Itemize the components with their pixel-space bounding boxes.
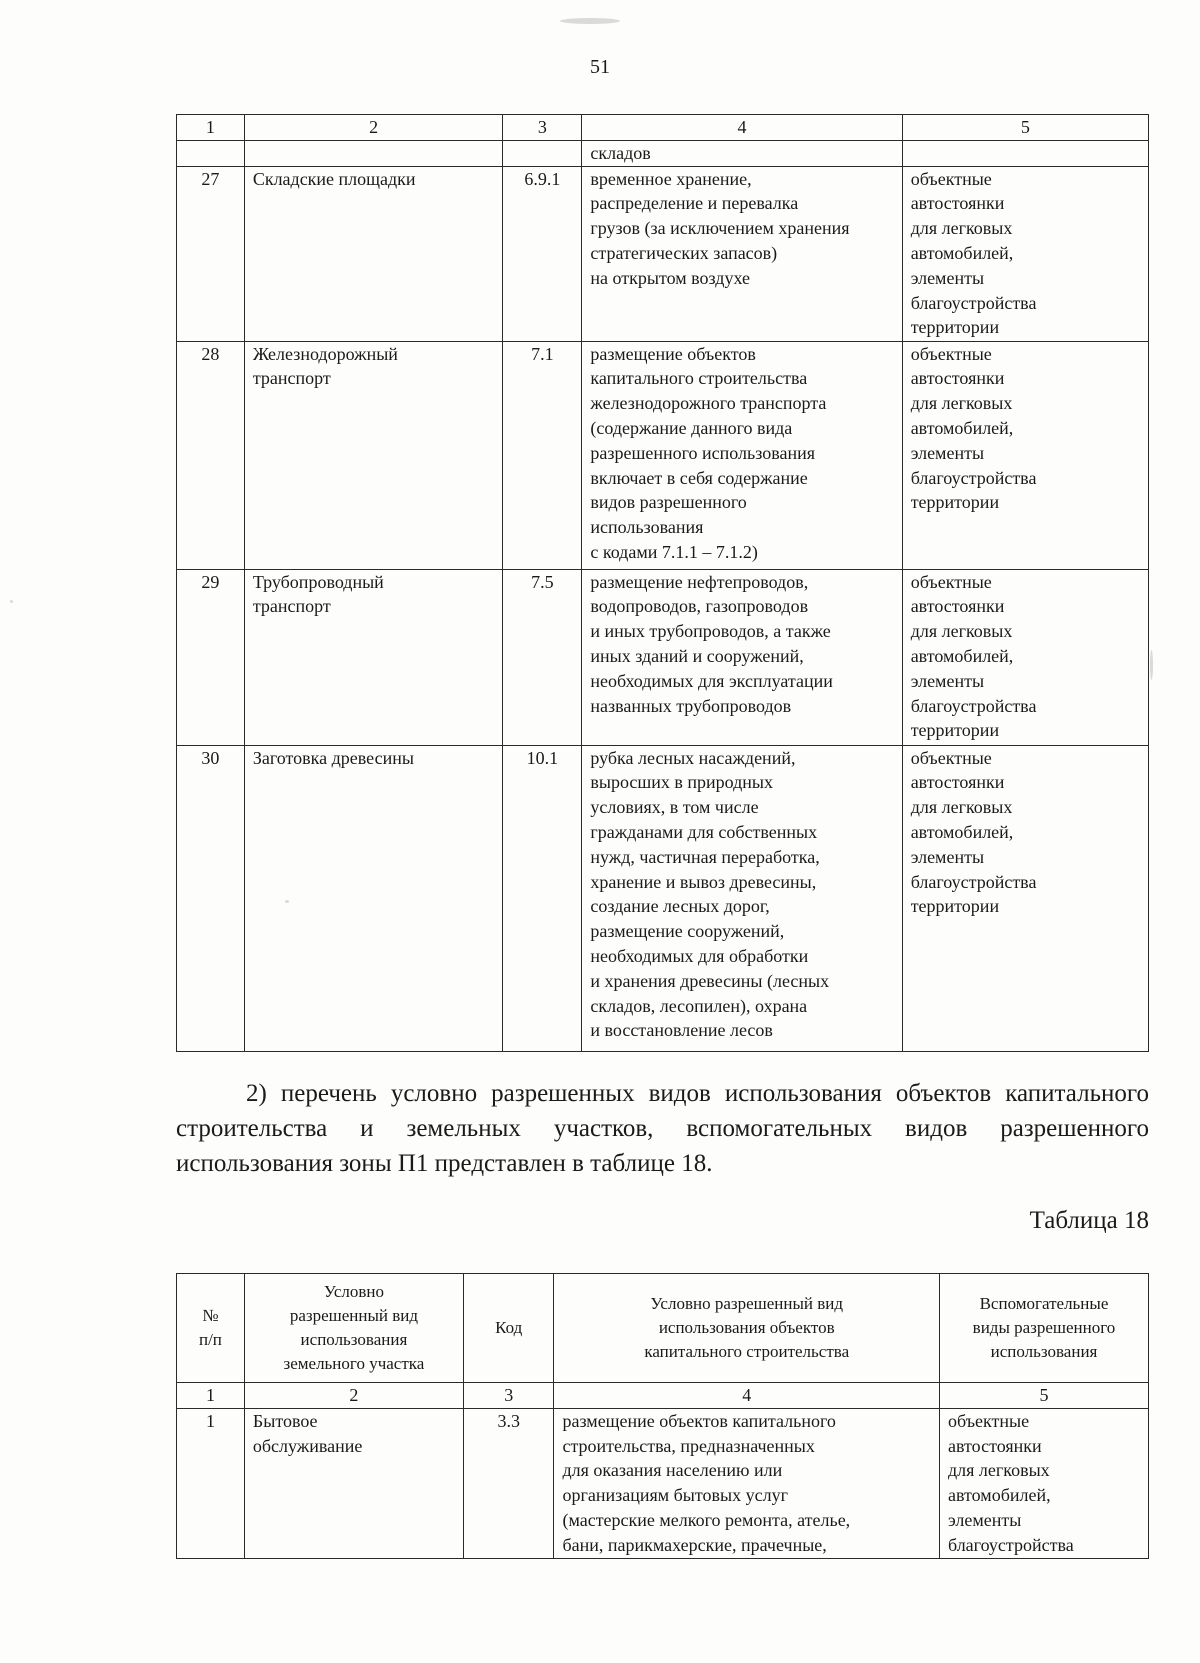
- column-number: 4: [582, 115, 902, 141]
- scan-speck: [560, 18, 620, 24]
- carry-over-text: складов: [582, 140, 902, 166]
- land-use-code: 10.1: [503, 745, 582, 1051]
- auxiliary-uses: объектные автостоянки для легковых автомобилей, элементы благоустройства территории: [902, 745, 1148, 1051]
- table-caption: Таблица 18: [1029, 1207, 1149, 1234]
- table-row: [177, 166, 1149, 341]
- table-row: [177, 745, 1149, 1051]
- column-number-row: [177, 115, 1149, 141]
- column-number: 3: [463, 1383, 554, 1409]
- land-use-description: размещение объектов капитального строительства, предназначенных для оказания населению или организациям бытовых услуг (мастерские мелкого ремонта, ателье, бани, парикмахерские, прачечные,: [554, 1408, 940, 1558]
- column-number: 2: [244, 115, 503, 141]
- column-header: Вспомогательные виды разрешенного использования: [939, 1274, 1148, 1383]
- column-number: 1: [177, 115, 245, 141]
- land-use-code: 3.3: [463, 1408, 554, 1558]
- land-use-description: рубка лесных насаждений, выросших в природных условиях, в том числе гражданами для собственных нужд, частичная переработка, хранение и вывоз древесины, создание лесных дорог, размещение сооружений, необходимых для обработки и хранения древесины (лесных складов, лесопилен), охрана и восстановление лесов: [582, 745, 902, 1051]
- body-paragraph: 2) перечень условно разрешенных видов использования объектов капитального строительства и земельных участков, вспомогательных видов разрешенного использования зоны П1 представлен в таблице 18.: [176, 1080, 1149, 1177]
- land-use-code: 7.5: [503, 569, 582, 745]
- table-row: [177, 1408, 1149, 1558]
- page-number: 51: [590, 56, 610, 78]
- row-number: 1: [177, 1408, 245, 1558]
- land-use-code: 7.1: [503, 341, 582, 569]
- land-use-description: размещение объектов капитального строительства железнодорожного транспорта (содержание данного вида разрешенного использования включает в себя содержание видов разрешенного использования с кодами 7.1.1 – 7.1.2): [582, 341, 902, 569]
- column-header: Код: [463, 1274, 554, 1383]
- carry-over-row: [177, 140, 1149, 166]
- auxiliary-uses: объектные автостоянки для легковых автомобилей, элементы благоустройства: [939, 1408, 1148, 1558]
- land-use-name: Бытовое обслуживание: [244, 1408, 463, 1558]
- column-number: 2: [244, 1383, 463, 1409]
- table-row: [177, 341, 1149, 569]
- land-use-name: Заготовка древесины: [244, 745, 503, 1051]
- column-number-row: [177, 1383, 1149, 1409]
- land-use-description: размещение нефтепроводов, водопроводов, газопроводов и иных трубопроводов, а также иных зданий и сооружений, необходимых для эксплуатации названных трубопроводов: [582, 569, 902, 745]
- land-use-name: Железнодорожный транспорт: [244, 341, 503, 569]
- conditional-use-table: [176, 1273, 1149, 1559]
- land-use-name: Складские площадки: [244, 166, 503, 341]
- row-number: 28: [177, 341, 245, 569]
- column-number: 4: [554, 1383, 940, 1409]
- row-number: 29: [177, 569, 245, 745]
- row-number: 30: [177, 745, 245, 1051]
- column-number: 1: [177, 1383, 245, 1409]
- land-use-name: Трубопроводный транспорт: [244, 569, 503, 745]
- scan-speck: [1150, 650, 1153, 680]
- table-header-row: [177, 1274, 1149, 1383]
- auxiliary-uses: объектные автостоянки для легковых автомобилей, элементы благоустройства территории: [902, 166, 1148, 341]
- table-row: [177, 569, 1149, 745]
- land-use-table-continuation: [176, 114, 1149, 1052]
- column-header: Условно разрешенный вид использования объектов капитального строительства: [554, 1274, 940, 1383]
- auxiliary-uses: объектные автостоянки для легковых автомобилей, элементы благоустройства территории: [902, 341, 1148, 569]
- scan-speck: [10, 600, 13, 603]
- row-number: 27: [177, 166, 245, 341]
- column-number: 5: [939, 1383, 1148, 1409]
- auxiliary-uses: объектные автостоянки для легковых автомобилей, элементы благоустройства территории: [902, 569, 1148, 745]
- column-header: Условно разрешенный вид использования земельного участка: [244, 1274, 463, 1383]
- land-use-description: временное хранение, распределение и перевалка грузов (за исключением хранения стратегических запасов) на открытом воздухе: [582, 166, 902, 341]
- scan-speck: [285, 900, 289, 903]
- land-use-code: 6.9.1: [503, 166, 582, 341]
- column-number: 3: [503, 115, 582, 141]
- column-number: 5: [902, 115, 1148, 141]
- column-header: № п/п: [177, 1274, 245, 1383]
